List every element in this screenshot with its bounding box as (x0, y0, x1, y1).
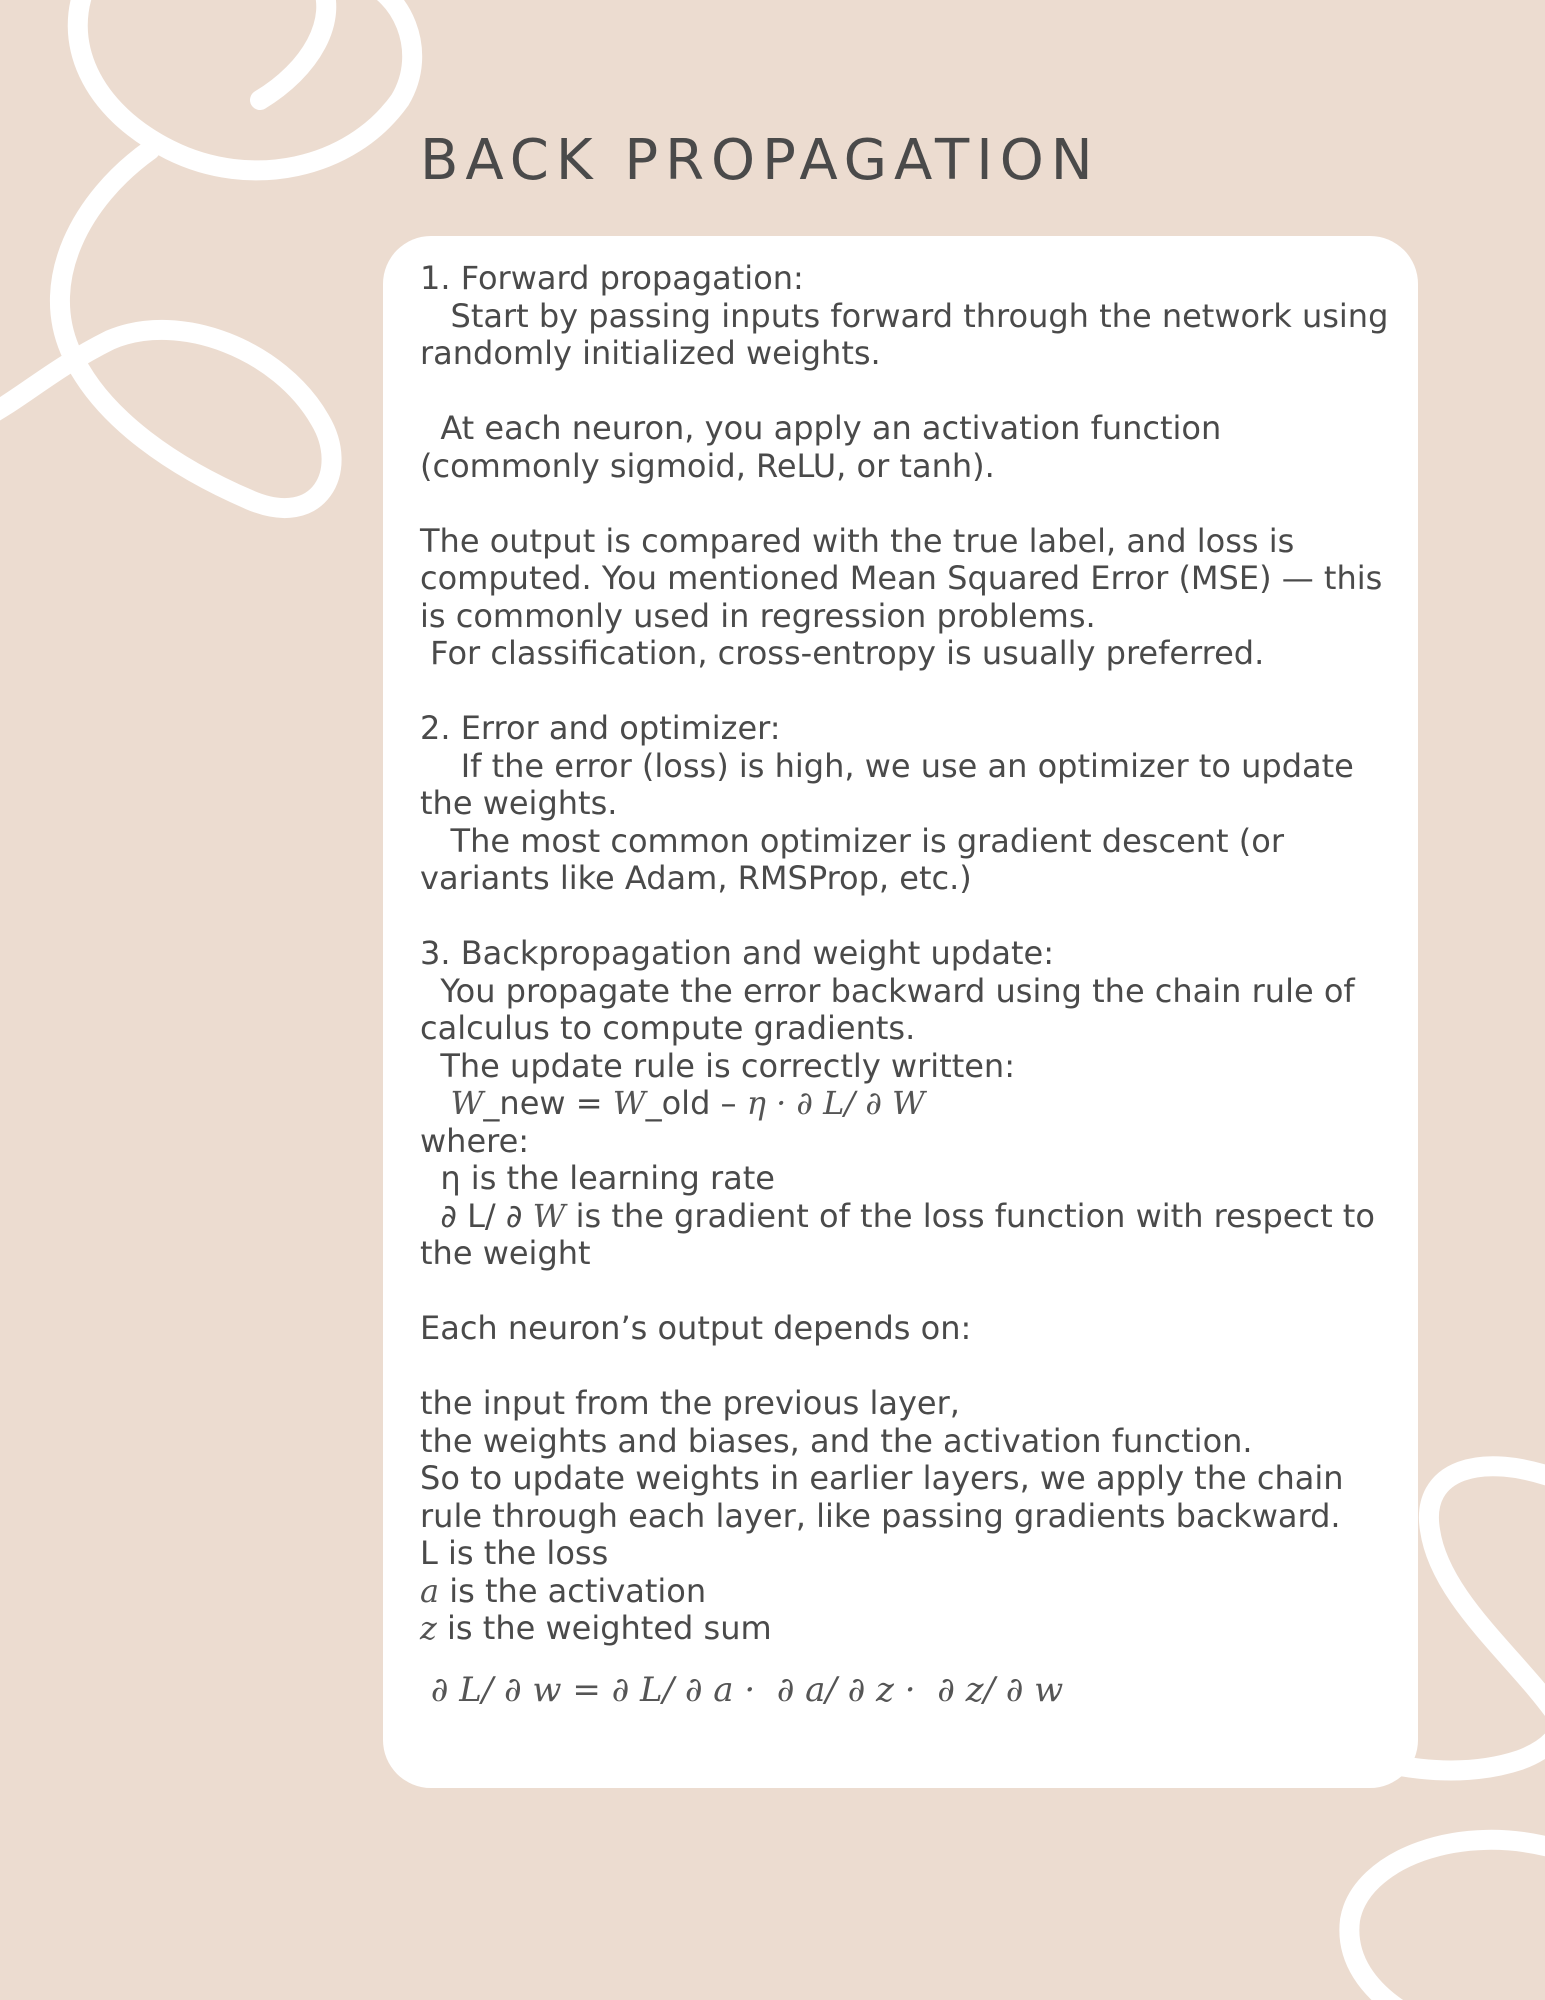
content-body (420, 260, 1410, 1709)
swirl-bottom-right (1429, 1466, 1545, 1720)
gradient-definition (420, 1198, 1410, 1236)
section1-line: At each neuron, you apply an activation function (420, 409, 1222, 447)
chain-rule-formula: ∂ L/ ∂ w = ∂ L/ ∂ a · ∂ a/ ∂ z · ∂ z/ ∂ w (420, 1669, 1064, 1710)
section2-heading: 2. Error and optimizer: (420, 709, 781, 747)
spacer (420, 485, 1410, 523)
section4-line: the input from the previous layer, (420, 1384, 960, 1422)
section1-line: randomly initialized weights. (420, 334, 881, 372)
update-rule-formula (420, 1085, 1410, 1123)
gradient-prefix: ∂ L/ ∂ (420, 1196, 533, 1235)
formula-old-text: _old – (645, 1084, 747, 1122)
section1-line: The output is compared with the true label, and loss is (420, 521, 1295, 560)
section3-line: You propagate the error backward using the chain rule of (420, 971, 1355, 1010)
swirl-top-left (78, 0, 412, 170)
section1-line: For classification, cross-entropy is usually preferred. (420, 634, 1265, 672)
gradient-definition-cont: the weight (420, 1234, 591, 1272)
weighted-sum-definition (420, 1610, 1410, 1648)
spacer (420, 898, 1410, 936)
formula-new-text: _new = (483, 1084, 613, 1122)
formula-indent (420, 1084, 451, 1122)
weighted-sum-symbol: z (420, 1609, 437, 1647)
section3-heading: 3. Backpropagation and weight update: (420, 934, 1055, 972)
formula-w-symbol: W (612, 1084, 646, 1122)
section2-line: the weights. (420, 784, 618, 822)
section4-line: Each neuron’s output depends on: (420, 1309, 972, 1347)
activation-symbol: a (420, 1571, 440, 1610)
section3-line: calculus to compute gradients. (420, 1009, 916, 1047)
section1-line: is commonly used in regression problems. (420, 596, 1096, 635)
swirl-bottom-corner (1349, 1840, 1545, 2000)
activation-text: is the activation (439, 1571, 707, 1610)
section4-line: So to update weights in earlier layers, we apply the chain (420, 1459, 1344, 1497)
activation-definition (420, 1573, 1410, 1611)
section4-line: rule through each layer, like passing gradients backward. (420, 1496, 1341, 1535)
section3-line: The update rule is correctly written: (420, 1046, 1015, 1085)
section2-line: The most common optimizer is gradient descent (or (420, 821, 1284, 860)
where-label: where: (420, 1121, 530, 1160)
gradient-text: is the gradient of the loss function with respect to (565, 1196, 1375, 1235)
loss-definition: L is the loss (420, 1534, 609, 1572)
formula-w-symbol: W (450, 1084, 484, 1122)
page-title: BACK PROPAGATION (420, 128, 1100, 193)
section1-line: Start by passing inputs forward through the network using (420, 296, 1389, 335)
spacer (420, 1273, 1410, 1311)
formula-gradient-term: η · ∂ L/ ∂ W (746, 1084, 925, 1122)
spacer (420, 673, 1410, 711)
spacer (420, 373, 1410, 411)
swirl-top-left-tail (260, 0, 326, 100)
eta-definition: η is the learning rate (420, 1159, 775, 1197)
section1-heading: 1. Forward propagation: (420, 259, 804, 297)
section2-line: If the error (loss) is high, we use an optimizer to update (420, 746, 1354, 785)
section4-line: the weights and biases, and the activation function. (420, 1421, 1253, 1460)
gradient-w-symbol: W (532, 1196, 566, 1235)
weighted-sum-text: is the weighted sum (436, 1609, 772, 1647)
section1-line: computed. You mentioned Mean Squared Error (MSE) — this (420, 559, 1383, 597)
section2-line: variants like Adam, RMSProp, etc.) (420, 859, 972, 897)
section1-line: (commonly sigmoid, ReLU, or tanh). (420, 446, 995, 485)
swirl-top-left-loop (0, 150, 332, 508)
spacer (420, 1348, 1410, 1386)
